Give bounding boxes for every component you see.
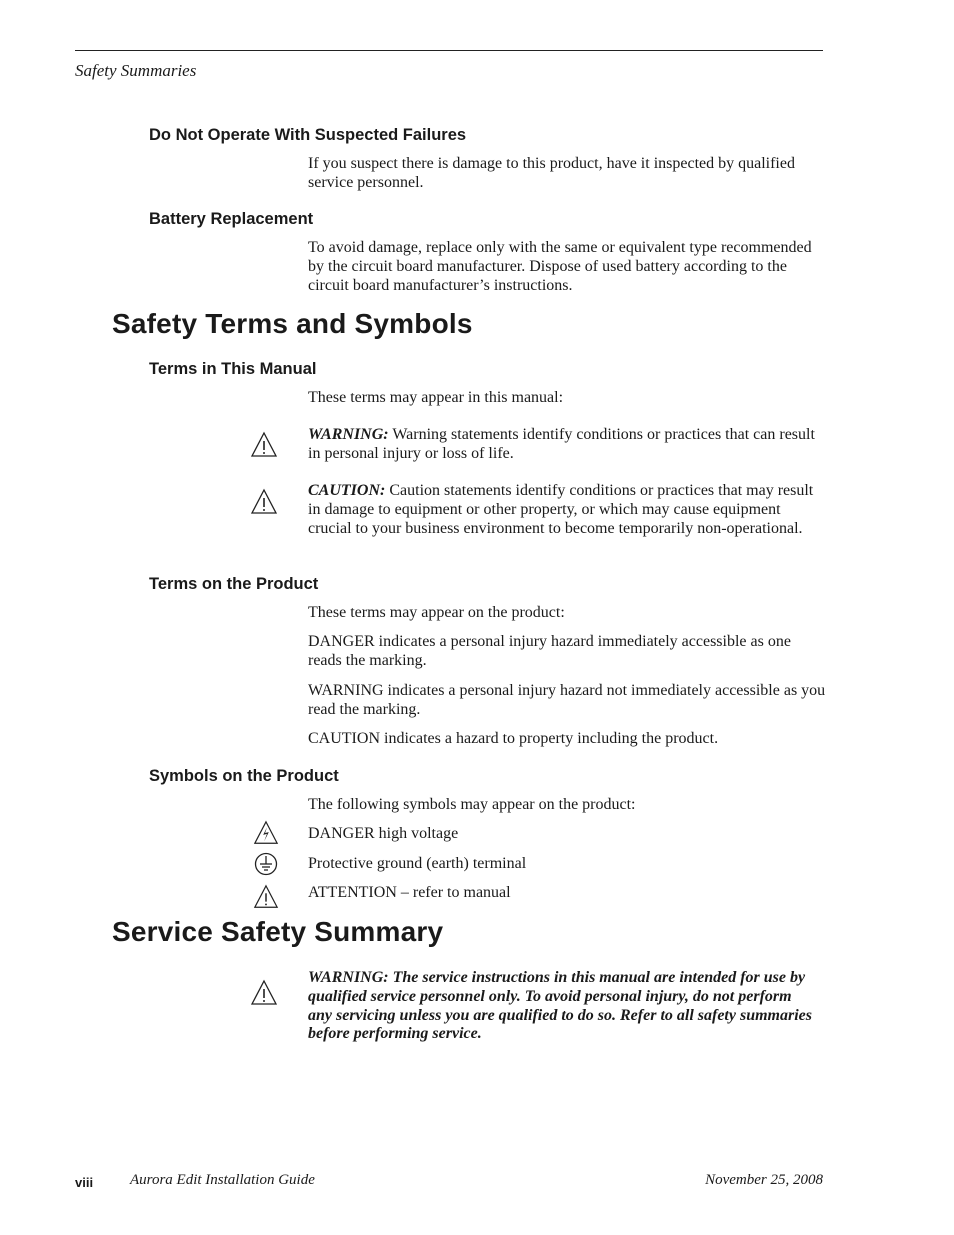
paragraph: Protective ground (earth) terminal xyxy=(308,855,527,872)
paragraph: CAUTION indicates a hazard to property including the product. xyxy=(308,730,719,747)
service-warning-icon xyxy=(250,979,278,1007)
danger-definition xyxy=(308,633,828,671)
ground-terminal-icon xyxy=(254,852,278,876)
heading-terms-in-manual: Terms in This Manual xyxy=(149,360,317,378)
heading-battery-replacement: Battery Replacement xyxy=(149,210,314,228)
symbols-intro xyxy=(308,796,828,815)
heading-symbols-on-product: Symbols on the Product xyxy=(149,767,339,785)
running-head: Safety Summaries xyxy=(75,61,197,80)
symbol-label-ground xyxy=(308,855,828,874)
caution-triangle-icon xyxy=(250,488,278,516)
do-not-operate-text xyxy=(308,155,828,193)
caution-statement xyxy=(308,482,828,538)
battery-text xyxy=(308,239,828,295)
paragraph: The following symbols may appear on the product: xyxy=(308,796,636,813)
footer-title: Aurora Edit Installation Guide xyxy=(130,1172,315,1188)
page-number: viii xyxy=(75,1175,94,1190)
symbol-label-high-voltage xyxy=(308,825,828,844)
heading-do-not-operate: Do Not Operate With Suspected Failures xyxy=(149,126,467,144)
paragraph: DANGER indicates a personal injury hazard immediately accessible as one reads the marking. xyxy=(308,633,791,669)
attention-icon xyxy=(253,884,279,910)
high-voltage-icon xyxy=(253,820,279,846)
paragraph: ATTENTION – refer to manual xyxy=(308,884,511,901)
paragraph: WARNING: The service instructions in this manual are intended for use by qualified service personnel only. To avoid personal injury, do not perform any servicing unless you are qualified to do so. Refer to all safety summaries before performing service. xyxy=(308,969,812,1043)
header-rule xyxy=(75,50,823,51)
heading-safety-terms: Safety Terms and Symbols xyxy=(112,308,473,339)
warning-lead: WARNING: xyxy=(308,426,389,443)
footer-date: November 25, 2008 xyxy=(705,1172,823,1188)
paragraph: If you suspect there is damage to this product, have it inspected by qualified service personnel. xyxy=(308,155,795,191)
warning-triangle-icon xyxy=(250,431,278,459)
paragraph: To avoid damage, replace only with the same or equivalent type recommended by the circuit board manufacturer. Dispose of used battery according to the circuit board manufacturer’s instructions. xyxy=(308,239,812,294)
warning-definition xyxy=(308,682,828,720)
caution-definition xyxy=(308,730,828,749)
warning-text: Warning statements identify conditions or practices that can result in personal injury or loss of life. xyxy=(308,426,815,462)
paragraph: WARNING indicates a personal injury hazard not immediately accessible as you read the marking. xyxy=(308,682,826,718)
terms-manual-intro xyxy=(308,389,828,408)
paragraph: These terms may appear on the product: xyxy=(308,604,565,621)
symbol-label-attention xyxy=(308,884,828,903)
warning-statement xyxy=(308,426,828,464)
terms-product-intro xyxy=(308,604,828,623)
caution-text: Caution statements identify conditions or practices that may result in damage to equipment or other property, or which may cause equipment crucial to your business environment to become temporarily non-operational. xyxy=(308,482,814,537)
paragraph: These terms may appear in this manual: xyxy=(308,389,564,406)
heading-service-safety: Service Safety Summary xyxy=(112,916,444,947)
paragraph: DANGER high voltage xyxy=(308,825,459,842)
caution-lead: CAUTION: xyxy=(308,482,386,499)
heading-terms-on-product: Terms on the Product xyxy=(149,575,319,593)
service-warning xyxy=(308,969,813,1044)
